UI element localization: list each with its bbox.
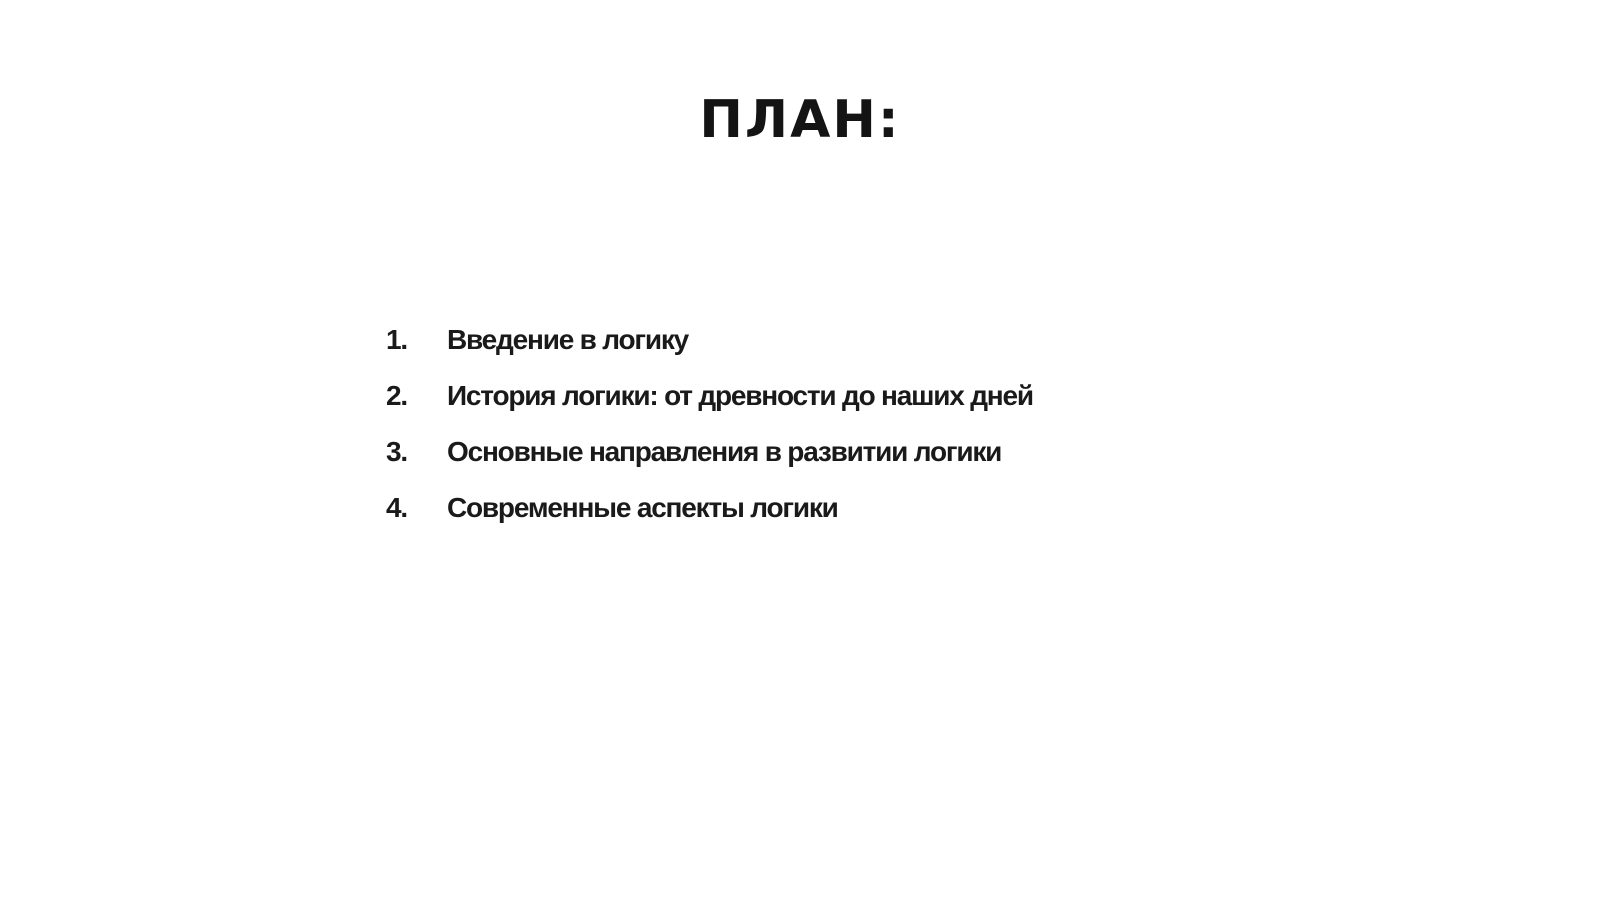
list-item-text: История логики: от древности до наших дней: [447, 380, 1033, 411]
list-item-number: 2.: [386, 380, 407, 411]
list-item-number: 4.: [386, 492, 407, 523]
list-item: [386, 322, 1033, 378]
list-item: [386, 490, 1033, 546]
slide-title: ПЛАН:: [699, 90, 901, 150]
plan-list: [386, 322, 1033, 546]
list-item: [386, 378, 1033, 434]
list-item-text: Введение в логику: [447, 324, 689, 355]
list-item: [386, 434, 1033, 490]
list-item-number: 3.: [386, 436, 407, 467]
list-item-text: Основные направления в развитии логики: [447, 436, 1002, 467]
list-item-number: 1.: [386, 324, 407, 355]
list-item-text: Современные аспекты логики: [447, 492, 838, 523]
